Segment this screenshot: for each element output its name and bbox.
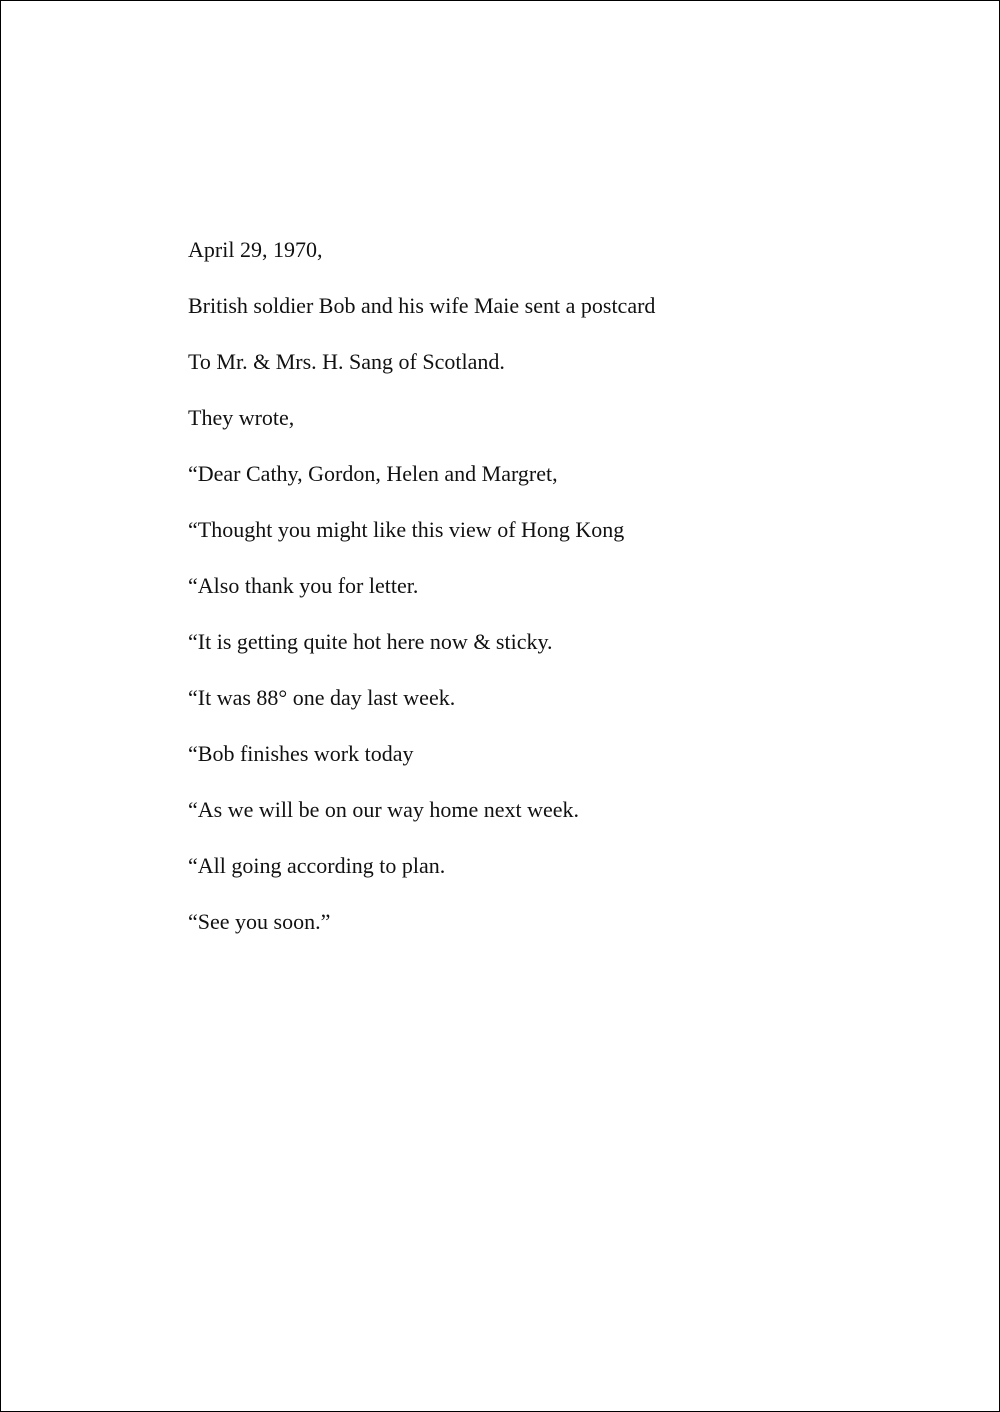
letter-text-block — [188, 237, 948, 965]
text-line: “Bob finishes work today — [188, 741, 414, 766]
text-line: British soldier Bob and his wife Maie sent a postcard — [188, 293, 656, 318]
text-line: “Thought you might like this view of Hong Kong — [188, 517, 625, 542]
salutation-line: “Dear Cathy, Gordon, Helen and Margret, — [188, 461, 558, 486]
text-line: To Mr. & Mrs. H. Sang of Scotland. — [188, 349, 505, 374]
text-line: “All going according to plan. — [188, 853, 446, 878]
text-line: “It was 88° one day last week. — [188, 685, 456, 710]
text-line: “As we will be on our way home next week. — [188, 797, 580, 822]
text-line: They wrote, — [188, 405, 295, 430]
closing-line: “See you soon.” — [188, 909, 331, 934]
text-line: “It is getting quite hot here now & sticky. — [188, 629, 553, 654]
date-line: April 29, 1970, — [188, 237, 323, 262]
text-line: “Also thank you for letter. — [188, 573, 419, 598]
